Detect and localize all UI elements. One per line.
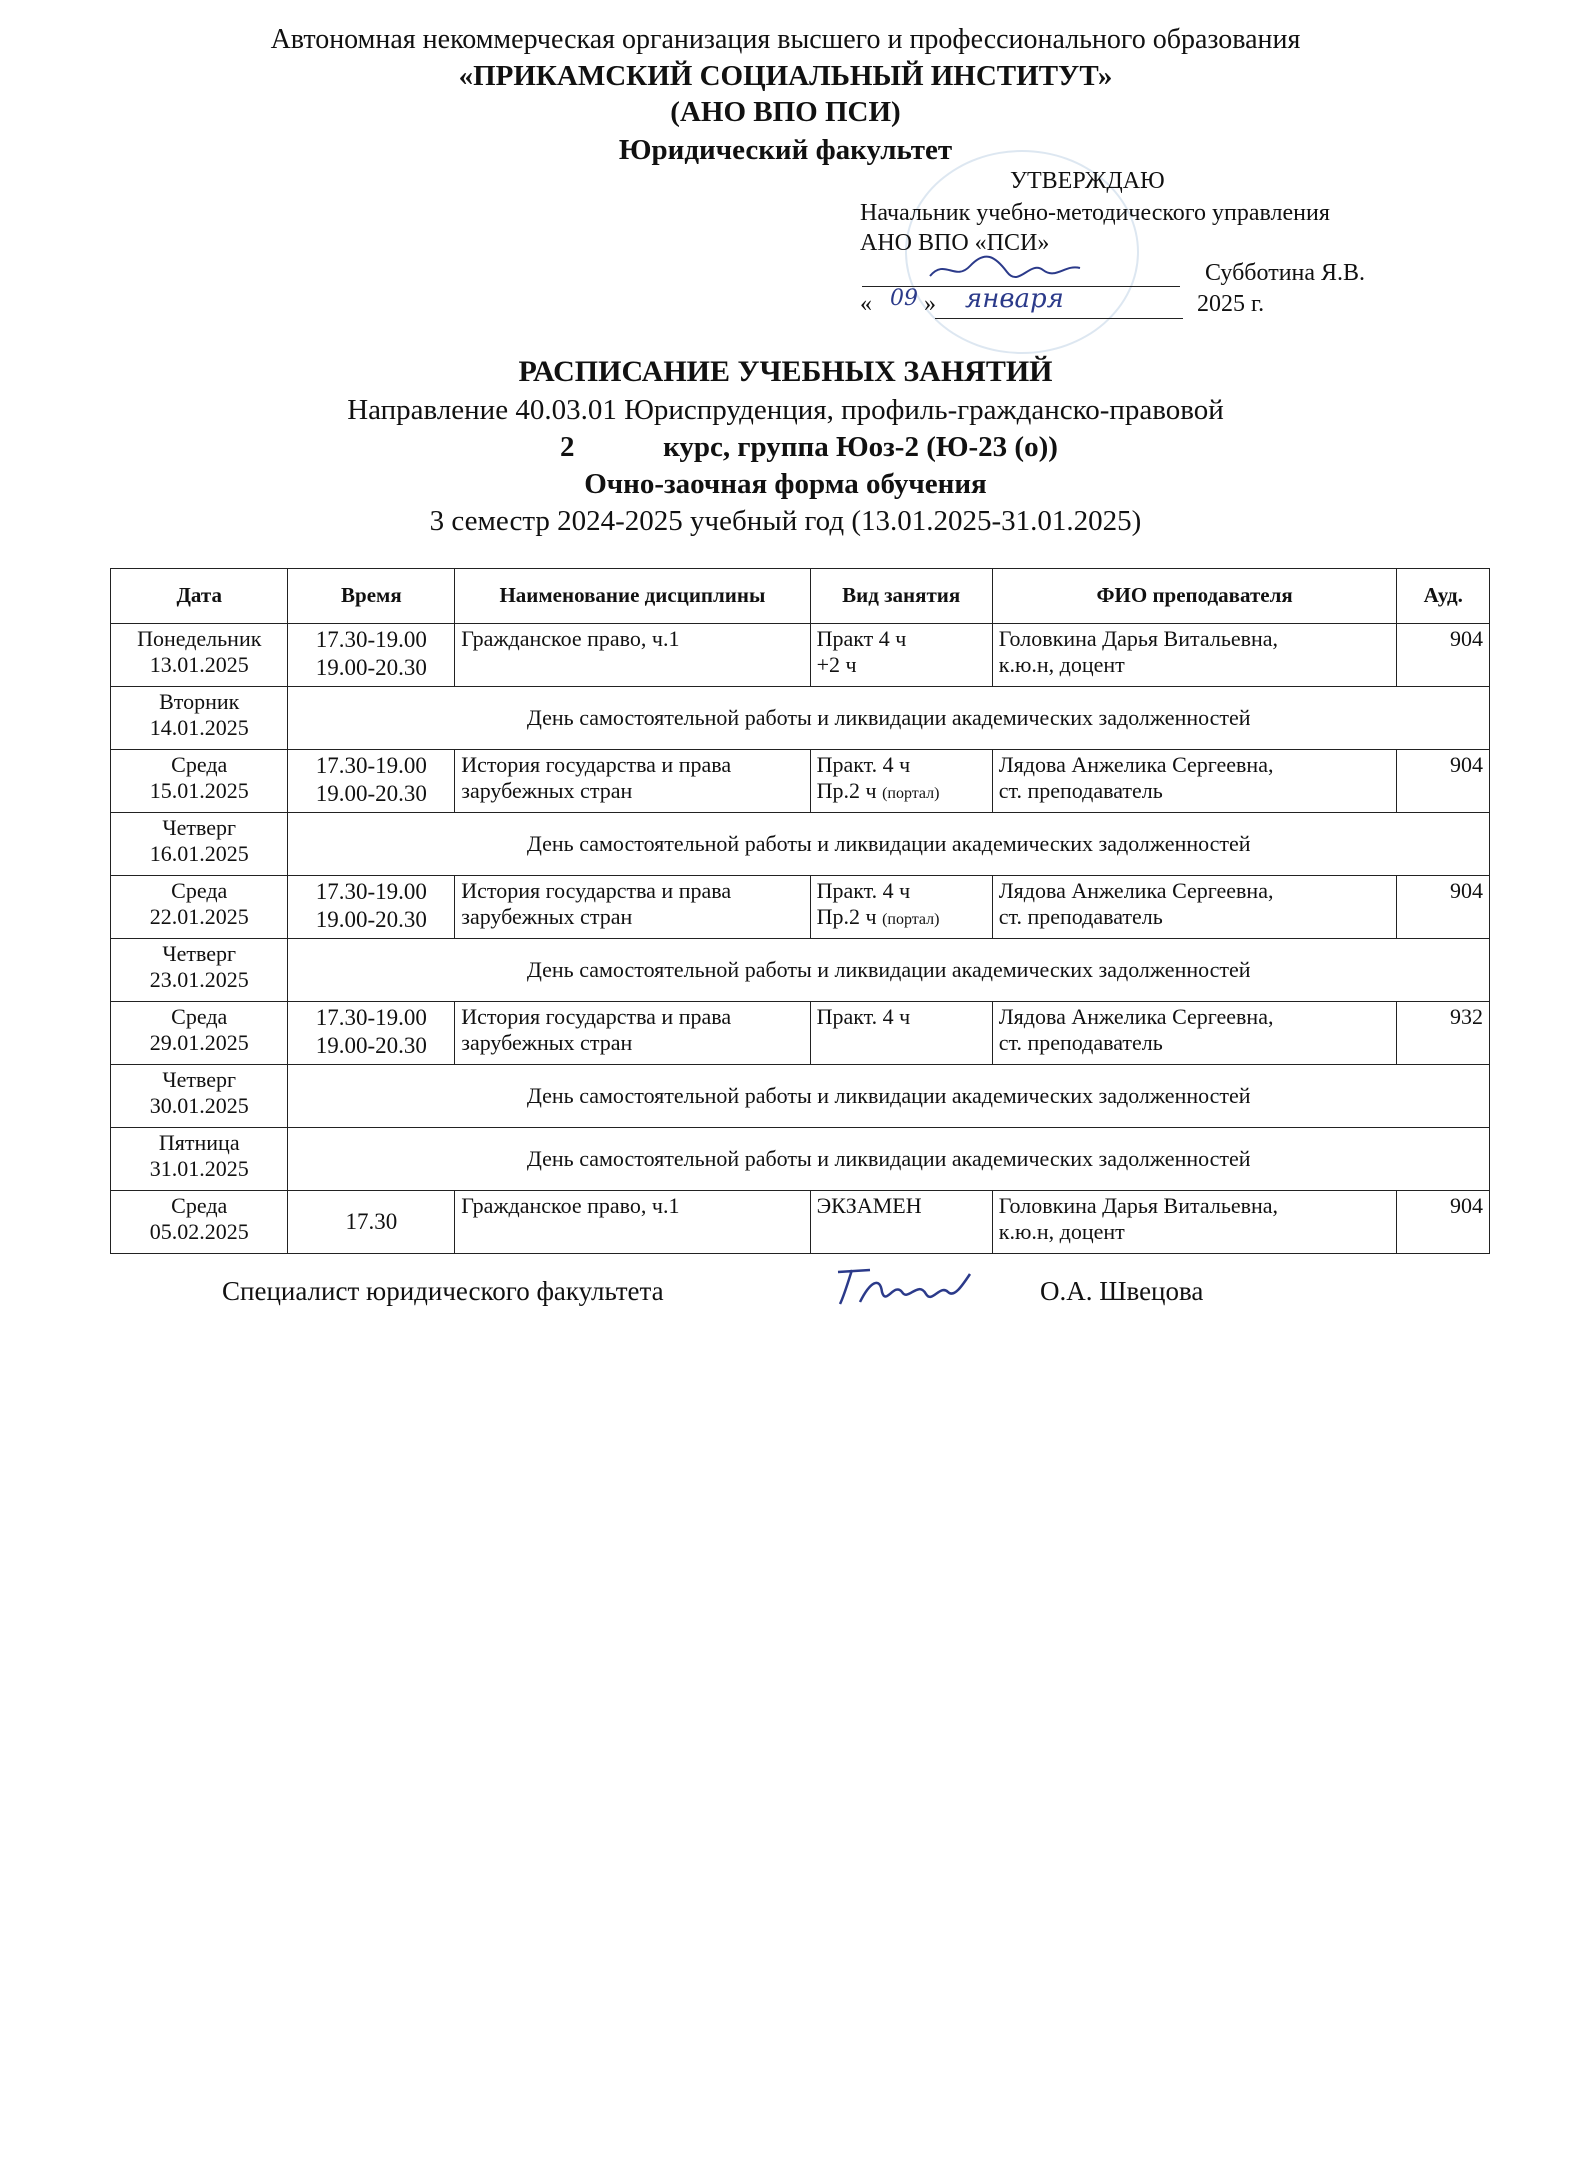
lesson-type: Практ. 4 ч: [816, 752, 911, 777]
self-study-note: День самостоятельной работы и ликвидации академических задолженностей: [288, 687, 1490, 750]
teacher-name: Лядова Анжелика Сергеевна,: [998, 878, 1274, 903]
date-cell: [111, 939, 288, 1002]
table-row: [111, 687, 1490, 750]
teacher-name: Головкина Дарья Витальевна,: [998, 1193, 1279, 1218]
teacher-cell: [992, 1191, 1397, 1254]
type-cell: ЭКЗАМЕН: [810, 1191, 992, 1254]
approval-title: УТВЕРЖДАЮ: [1010, 168, 1165, 194]
discipline-cell: Гражданское право, ч.1: [455, 624, 810, 687]
teacher-name: Головкина Дарья Витальевна,: [998, 626, 1279, 651]
table-row: [111, 1065, 1490, 1128]
teacher-cell: [992, 750, 1397, 813]
direction: Направление 40.03.01 Юриспруденция, профиль-гражданско-правовой: [347, 394, 1224, 426]
time-slot: 19.00-20.30: [315, 654, 427, 680]
time-slot: 17.30-19.00: [315, 1005, 427, 1030]
lesson-type: Пр.2 ч: [816, 778, 877, 804]
date-value: 23.01.2025: [149, 967, 249, 993]
course-group: курс, группа Юоз-2 (Ю-23 (о)): [663, 431, 1058, 463]
teacher-title: к.ю.н, доцент: [998, 1219, 1125, 1245]
date-cell: [111, 687, 288, 750]
institute-abbreviation: (АНО ВПО ПСИ): [670, 96, 901, 128]
table-row: [111, 750, 1490, 813]
footer-signature: [830, 1262, 980, 1312]
type-cell: [810, 624, 992, 687]
approval-day: 09: [890, 286, 918, 311]
org-full-name: Автономная некоммерческая организация высшего и профессионального образования: [270, 24, 1301, 55]
date-value: 22.01.2025: [149, 904, 249, 930]
footer-name: О.А. Швецова: [1040, 1276, 1204, 1306]
room-cell: 904: [1397, 876, 1490, 939]
header-discipline: Наименование дисциплины: [455, 569, 810, 624]
table-row: [111, 1128, 1490, 1191]
header-room: Ауд.: [1397, 569, 1490, 624]
teacher-name: Лядова Анжелика Сергеевна,: [998, 1004, 1274, 1029]
approval-year: 2025 г.: [1197, 291, 1265, 317]
header-type: Вид занятия: [810, 569, 992, 624]
time-slot: 19.00-20.30: [315, 1032, 427, 1058]
header-teacher: ФИО преподавателя: [992, 569, 1397, 624]
time-slot: 19.00-20.30: [315, 780, 427, 806]
room-cell: 904: [1397, 1191, 1490, 1254]
teacher-name: Лядова Анжелика Сергеевна,: [998, 752, 1274, 777]
date-value: 31.01.2025: [149, 1156, 249, 1182]
lesson-note: (портал): [882, 911, 940, 929]
day-name: Пятница: [158, 1130, 240, 1155]
teacher-title: ст. преподаватель: [998, 904, 1163, 930]
day-name: Вторник: [159, 689, 240, 714]
teacher-title: ст. преподаватель: [998, 1030, 1163, 1056]
self-study-note: День самостоятельной работы и ликвидации академических задолженностей: [288, 1128, 1490, 1191]
approval-name: Субботина Я.В.: [1205, 260, 1366, 286]
schedule-table: [110, 568, 1490, 1254]
course-number: 2: [560, 431, 575, 463]
faculty-name: Юридический факультет: [618, 134, 953, 166]
date-cell: [111, 1128, 288, 1191]
approval-org: АНО ВПО «ПСИ»: [860, 230, 1050, 256]
day-name: Четверг: [162, 815, 237, 840]
discipline-cell: История государства и права зарубежных стран: [455, 876, 810, 939]
day-name: Среда: [171, 752, 228, 777]
table-row: [111, 939, 1490, 1002]
header-date: Дата: [111, 569, 288, 624]
time-cell: [288, 876, 455, 939]
date-value: 30.01.2025: [149, 1093, 249, 1119]
day-name: Среда: [171, 1193, 228, 1218]
time-slot: 19.00-20.30: [315, 906, 427, 932]
lesson-type: Практ. 4 ч: [816, 1004, 911, 1029]
date-close-quote: »: [924, 291, 936, 317]
day-name: Среда: [171, 878, 228, 903]
date-open-quote: «: [860, 291, 872, 317]
room-cell: 904: [1397, 750, 1490, 813]
date-value: 29.01.2025: [149, 1030, 249, 1056]
table-row: [111, 1191, 1490, 1254]
study-form: Очно-заочная форма обучения: [584, 468, 987, 500]
type-cell: [810, 876, 992, 939]
self-study-note: День самостоятельной работы и ликвидации академических задолженностей: [288, 1065, 1490, 1128]
time-cell: [288, 1002, 455, 1065]
time-cell: 17.30: [288, 1191, 455, 1254]
self-study-note: День самостоятельной работы и ликвидации академических задолженностей: [288, 939, 1490, 1002]
time-cell: [288, 624, 455, 687]
time-slot: 17.30-19.00: [315, 627, 427, 652]
date-cell: [111, 750, 288, 813]
table-header-row: [111, 569, 1490, 624]
day-name: Понедельник: [137, 626, 262, 651]
table-row: [111, 624, 1490, 687]
discipline-cell: История государства и права зарубежных стран: [455, 1002, 810, 1065]
institute-name: «ПРИКАМСКИЙ СОЦИАЛЬНЫЙ ИНСТИТУТ»: [458, 60, 1113, 92]
lesson-type: Пр.2 ч: [816, 904, 877, 930]
footer-position: Специалист юридического факультета: [222, 1276, 664, 1306]
time-slot: 17.30-19.00: [315, 879, 427, 904]
day-name: Четверг: [162, 941, 237, 966]
table-row: [111, 813, 1490, 876]
date-cell: [111, 1191, 288, 1254]
table-row: [111, 876, 1490, 939]
day-name: Среда: [171, 1004, 228, 1029]
date-cell: [111, 624, 288, 687]
date-line: [935, 318, 1183, 319]
date-cell: [111, 1065, 288, 1128]
approval-signature: [925, 248, 1085, 288]
time-cell: [288, 750, 455, 813]
teacher-cell: [992, 1002, 1397, 1065]
schedule-title: РАСПИСАНИЕ УЧЕБНЫХ ЗАНЯТИЙ: [518, 355, 1053, 388]
date-cell: [111, 1002, 288, 1065]
date-value: 05.02.2025: [149, 1219, 249, 1245]
date-cell: [111, 876, 288, 939]
day-name: Четверг: [162, 1067, 237, 1092]
type-cell: [810, 750, 992, 813]
teacher-cell: [992, 624, 1397, 687]
lesson-type: Практ. 4 ч: [816, 878, 911, 903]
teacher-title: к.ю.н, доцент: [998, 652, 1125, 678]
date-value: 16.01.2025: [149, 841, 249, 867]
room-cell: 904: [1397, 624, 1490, 687]
table-row: [111, 1002, 1490, 1065]
self-study-note: День самостоятельной работы и ликвидации академических задолженностей: [288, 813, 1490, 876]
date-cell: [111, 813, 288, 876]
lesson-type: Практ 4 ч: [816, 626, 907, 651]
discipline-cell: Гражданское право, ч.1: [455, 1191, 810, 1254]
time-slot: 17.30-19.00: [315, 753, 427, 778]
date-value: 14.01.2025: [149, 715, 249, 741]
date-value: 15.01.2025: [149, 778, 249, 804]
header-time: Время: [288, 569, 455, 624]
teacher-title: ст. преподаватель: [998, 778, 1163, 804]
date-value: 13.01.2025: [149, 652, 249, 678]
teacher-cell: [992, 876, 1397, 939]
semester: 3 семестр 2024-2025 учебный год (13.01.2025-31.01.2025): [429, 505, 1142, 537]
type-cell: [810, 1002, 992, 1065]
room-cell: 932: [1397, 1002, 1490, 1065]
approval-month: января: [965, 284, 1064, 314]
discipline-cell: История государства и права зарубежных стран: [455, 750, 810, 813]
lesson-note: (портал): [882, 785, 940, 803]
approval-role: Начальник учебно-методического управления: [860, 200, 1330, 226]
lesson-type: +2 ч: [816, 652, 857, 678]
